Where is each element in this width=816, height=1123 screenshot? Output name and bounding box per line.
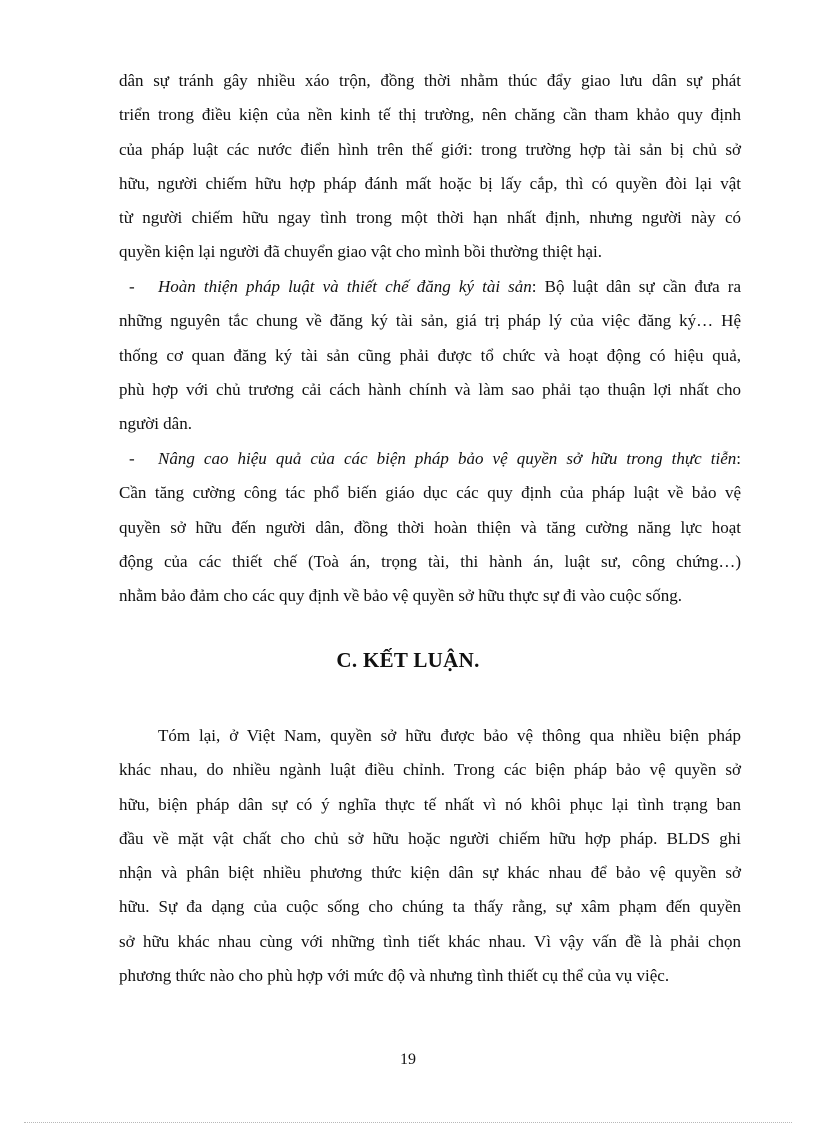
- bullet-text: :: [736, 449, 741, 468]
- bullet-dash: -: [129, 277, 135, 296]
- bullet-dash: -: [129, 449, 135, 468]
- text-line: hữu. Sự đa dạng của cuộc sống cho chúng ta thấy rằng, sự xâm phạm đến quyền: [119, 897, 741, 917]
- text-line: quyền kiện lại người đã chuyển giao vật cho mình bồi thường thiệt hại.: [119, 242, 603, 262]
- bullet-text: : Bộ luật dân sự cần đưa ra: [531, 277, 742, 296]
- text-line: quyền sở hữu đến người dân, đồng thời hoàn thiện và tăng cường năng lực hoạt: [119, 517, 741, 537]
- bullet-first-line: [119, 442, 741, 476]
- paragraph-continuation: [119, 64, 741, 270]
- text-line: hữu, người chiếm hữu hợp pháp đánh mất hoặc bị lấy cắp, thì có quyền đòi lại vật: [119, 173, 741, 193]
- bullet-title: Hoàn thiện pháp luật và thiết chế đăng ký tài sản: [158, 277, 532, 296]
- text-line: triển trong điều kiện của nền kinh tế thị trường, nên chăng cần tham khảo quy định: [119, 105, 741, 125]
- text-line: thống cơ quan đăng ký tài sản cũng phải được tổ chức và hoạt động có hiệu quả,: [119, 345, 741, 365]
- bullet-protection-effectiveness: [119, 442, 741, 613]
- text-line: phù hợp với chủ trương cải cách hành chính và làm sao phải tạo thuận lợi nhất cho: [119, 379, 741, 399]
- text-line: hữu, biện pháp dân sự có ý nghĩa thực tế nhất vì nó khôi phục lại tình trạng ban: [119, 794, 741, 814]
- page-number: 19: [400, 1051, 416, 1068]
- bullet-title: Nâng cao hiệu quả của các biện pháp bảo vệ quyền sở hữu trong thực tiễn: [158, 449, 737, 468]
- bullet-first-line: [119, 270, 741, 304]
- text-line: Tóm lại, ở Việt Nam, quyền sở hữu được bảo vệ thông qua nhiều biện pháp: [158, 726, 741, 745]
- conclusion-paragraph: [119, 719, 741, 993]
- text-line: sở hữu khác nhau cùng với những tình tiết khác nhau. Vì vậy vấn đề là phải chọn: [119, 931, 741, 951]
- text-line: người dân.: [119, 414, 192, 434]
- text-line: dân sự tránh gây nhiều xáo trộn, đồng thời nhằm thúc đẩy giao lưu dân sự phát: [119, 71, 741, 90]
- text-line: từ người chiếm hữu ngay tình trong một thời hạn nhất định, nhưng người này có: [119, 208, 741, 228]
- text-line: của pháp luật các nước điển hình trên thế giới: trong trường hợp tài sản bị chủ sở: [119, 139, 741, 159]
- text-line: nhận và phân biệt nhiều phương thức kiện dân sự khác nhau để bảo vệ quyền sở: [119, 863, 741, 883]
- section-heading: C. KẾT LUẬN.: [336, 648, 480, 672]
- text-line: những nguyên tắc chung về đăng ký tài sản, giá trị pháp lý của việc đăng ký… Hệ: [119, 311, 741, 331]
- text-line: Cần tăng cường công tác phổ biến giáo dục các quy định của pháp luật về bảo vệ: [119, 483, 741, 503]
- text-line: phương thức nào cho phù hợp với mức độ và nhưng tình thiết cụ thể của vụ việc.: [119, 966, 670, 986]
- bullet-property-registration: [119, 270, 741, 441]
- text-line: đầu về mặt vật chất cho chủ sở hữu hoặc người chiếm hữu hợp pháp. BLDS ghi: [119, 828, 741, 848]
- text-line: khác nhau, do nhiều ngành luật điều chỉnh. Trong các biện pháp bảo vệ quyền sở: [119, 760, 741, 780]
- text-line: nhằm bảo đảm cho các quy định về bảo vệ quyền sở hữu thực sự đi vào cuộc sống.: [119, 586, 683, 606]
- text-line: động của các thiết chế (Toà án, trọng tài, thi hành án, luật sư, công chứng…): [119, 551, 741, 571]
